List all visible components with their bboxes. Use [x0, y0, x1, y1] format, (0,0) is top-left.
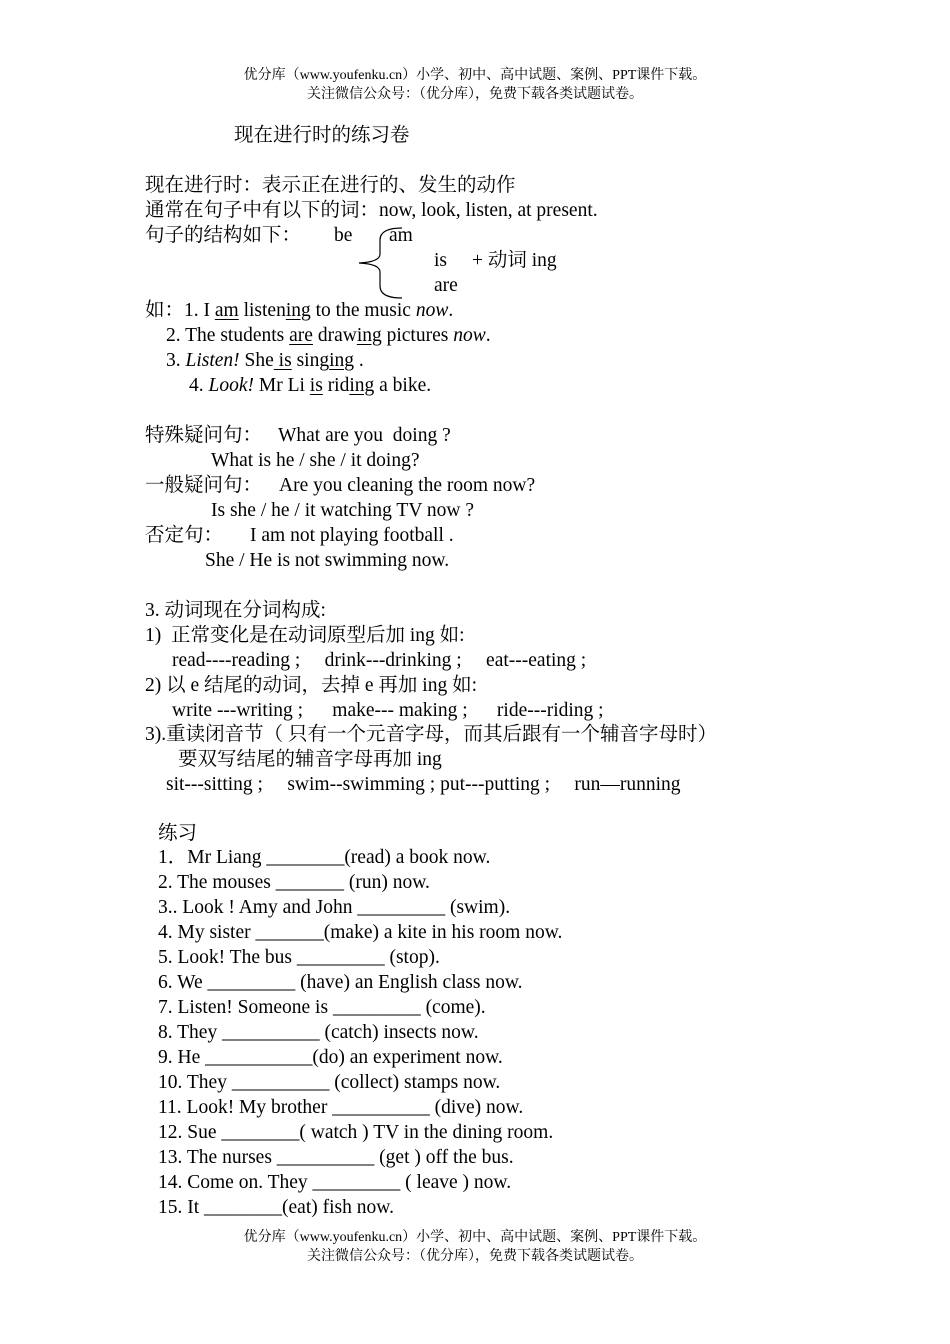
- page-footer: [0, 1228, 950, 1266]
- italic-now: now: [453, 325, 486, 346]
- example-text: listen: [238, 300, 286, 321]
- practice-item: 1．Mr Liang ________(read) a book now.: [158, 847, 491, 868]
- negative-label: 否定句：: [145, 525, 224, 546]
- general-question-2: Is she / he / it watching TV now ?: [211, 500, 475, 521]
- left-brace-icon: [356, 226, 404, 300]
- example-text: 如：1. I: [145, 300, 215, 321]
- example-text: pictures: [381, 325, 454, 346]
- italic-now: now: [415, 300, 449, 321]
- page-title: 现在进行时的练习卷: [234, 125, 410, 146]
- practice-item: 7. Listen! Someone is _________ (come).: [158, 997, 486, 1018]
- participle-rule-3-continued: 要双写结尾的辅音字母再加 ing: [178, 749, 442, 770]
- definition-line: 现在进行时：表示正在进行的、发生的动作: [145, 175, 516, 196]
- example-text: rid: [322, 375, 350, 396]
- negative-2: She / He is not swimming now.: [205, 550, 450, 571]
- practice-item: 11. Look! My brother __________ (dive) now.: [158, 1097, 524, 1118]
- structure-be: be: [334, 225, 353, 246]
- participle-rule-1-examples: read----reading ; drink---drinking ; eat---eating ;: [172, 650, 587, 671]
- participle-rule-1: 1) 正常变化是在动词原型后加 ing 如:: [145, 625, 465, 646]
- general-question-1: Are you cleaning the room now?: [279, 475, 536, 496]
- underlined-ing: ing: [356, 325, 382, 346]
- underlined-aux: is: [309, 375, 323, 396]
- practice-item: 8. They __________ (catch) insects now.: [158, 1022, 479, 1043]
- practice-item: 10. They __________ (collect) stamps now.: [158, 1072, 501, 1093]
- participle-rule-3-examples: sit---sitting ; swim--swimming ; put---putting ; run—running: [166, 774, 681, 795]
- example-text: a bike.: [374, 375, 432, 396]
- page-header: [0, 66, 950, 104]
- underlined-ing: ing: [285, 300, 311, 321]
- special-question-2: What is he / she / it doing?: [211, 450, 420, 471]
- structure-are: are: [434, 275, 458, 296]
- practice-heading: 练习: [158, 823, 198, 844]
- practice-item: 13. The nurses __________ (get ) off the bus.: [158, 1147, 514, 1168]
- example-text: She: [239, 350, 274, 371]
- example-3: [166, 349, 364, 373]
- example-text: sing: [291, 350, 330, 371]
- example-text: .: [448, 300, 454, 321]
- structure-is: is: [434, 250, 448, 271]
- footer-line-2: 关注微信公众号：（优分库），免费下载各类试题试卷。: [307, 1249, 643, 1264]
- underlined-aux: are: [289, 325, 313, 346]
- underlined-aux: is: [273, 350, 292, 371]
- practice-item: 6. We _________ (have) an English class now.: [158, 972, 523, 993]
- general-question-label: 一般疑问句：: [145, 475, 263, 496]
- example-text: .: [354, 350, 364, 371]
- example-text: .: [485, 325, 491, 346]
- signal-words-line: 通常在句子中有以下的词：now, look, listen, at present.: [145, 200, 598, 221]
- example-text: draw: [312, 325, 357, 346]
- practice-item: 4. My sister _______(make) a kite in his room now.: [158, 922, 563, 943]
- italic-look: Look!: [208, 375, 254, 396]
- header-line-1: 优分库（www.youfenku.cn）小学、初中、高中试题、案例、PPT课件下载。: [243, 68, 707, 83]
- example-text: to the music: [310, 300, 416, 321]
- participle-rule-2-examples: write ---writing ; make--- making ; ride---riding ;: [172, 700, 604, 721]
- structure-label: 句子的结构如下：: [145, 225, 302, 246]
- structure-plus-ing: + 动词 ing: [472, 250, 557, 271]
- example-text: Mr Li: [254, 375, 310, 396]
- example-2: [166, 324, 491, 348]
- example-text: 4.: [189, 375, 209, 396]
- footer-line-1: 优分库（www.youfenku.cn）小学、初中、高中试题、案例、PPT课件下载。: [243, 1230, 707, 1245]
- practice-item: 2. The mouses _______ (run) now.: [158, 872, 430, 893]
- practice-item: 9. He ___________(do) an experiment now.: [158, 1047, 503, 1068]
- special-question-1: What are you doing ?: [278, 425, 451, 446]
- special-question-label: 特殊疑问句：: [145, 425, 263, 446]
- practice-item: 14. Come on. They _________ ( leave ) now.: [158, 1172, 512, 1193]
- underlined-ing: ing: [329, 350, 354, 371]
- structure-am: am: [389, 225, 413, 246]
- italic-listen: Listen!: [185, 350, 240, 371]
- header-line-2: 关注微信公众号：（优分库），免费下载各类试题试卷。: [307, 87, 643, 102]
- practice-item: 15. It ________(eat) fish now.: [158, 1197, 394, 1218]
- example-text: 3.: [166, 350, 186, 371]
- participle-rule-3: 3).重读闭音节（ 只有一个元音字母，而其后跟有一个辅音字母时）: [145, 724, 717, 745]
- underlined-aux: am: [214, 300, 239, 321]
- participle-heading: 3. 动词现在分词构成:: [145, 600, 326, 621]
- underlined-ing: ing: [349, 375, 375, 396]
- example-4: [189, 374, 431, 398]
- practice-item: 3.. Look ! Amy and John _________ (swim).: [158, 897, 511, 918]
- example-text: 2. The students: [166, 325, 290, 346]
- negative-1: I am not playing football .: [250, 525, 454, 546]
- practice-item: 12. Sue ________( watch ) TV in the dining room.: [158, 1122, 554, 1143]
- example-1: [145, 299, 453, 323]
- participle-rule-2: 2) 以 e 结尾的动词，去掉 e 再加 ing 如:: [145, 675, 478, 696]
- practice-item: 5. Look! The bus _________ (stop).: [158, 947, 440, 968]
